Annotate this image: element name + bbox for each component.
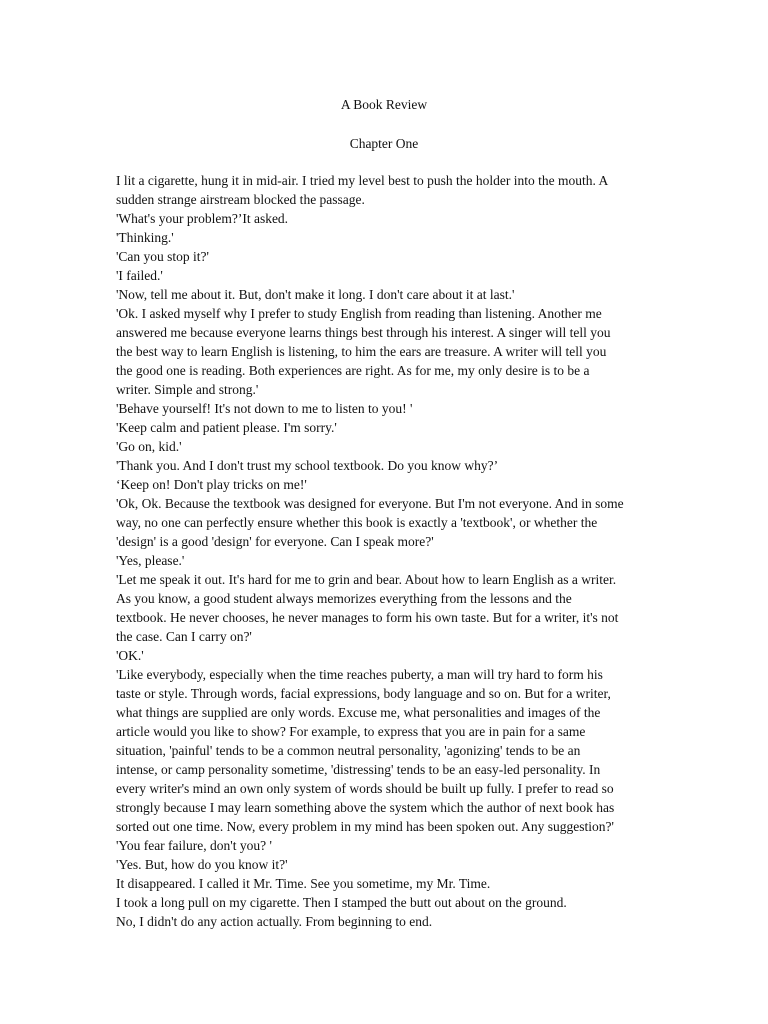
text-line: 'Behave yourself! It's not down to me to listen to you! ' xyxy=(116,401,413,416)
text-line: intense, or camp personality sometime, 'distressing' tends to be an easy-led personality. In xyxy=(116,762,601,777)
text-line: 'Let me speak it out. It's hard for me to grin and bear. About how to learn English as a writer. xyxy=(116,572,617,587)
text-line: 'You fear failure, don't you? ' xyxy=(116,838,272,853)
text-line: 'What's your problem?’It asked. xyxy=(116,211,289,226)
text-line: the good one is reading. Both experiences are right. As for me, my only desire is to be a xyxy=(116,363,590,378)
text-line: strongly because I may learn something above the system which the author of next book has xyxy=(116,800,615,815)
text-line: ‘Keep on! Don't play tricks on me!' xyxy=(116,477,307,492)
text-line: It disappeared. I called it Mr. Time. See you sometime, my Mr. Time. xyxy=(116,876,491,891)
document-body xyxy=(116,171,656,931)
text-line: 'Go on, kid.' xyxy=(116,439,182,454)
text-line: 'design' is a good 'design' for everyone. Can I speak more?' xyxy=(116,534,434,549)
text-line: I lit a cigarette, hung it in mid-air. I tried my level best to push the holder into the mouth. A xyxy=(116,173,609,188)
text-line: answered me because everyone learns things best through his interest. A singer will tell you xyxy=(116,325,611,340)
text-line: 'Can you stop it?' xyxy=(116,249,209,264)
text-line: 'Yes. But, how do you know it?' xyxy=(116,857,288,872)
text-line: 'Thinking.' xyxy=(116,230,174,245)
chapter-heading: Chapter One xyxy=(349,136,419,151)
text-line: sorted out one time. Now, every problem in my mind has been spoken out. Any suggestion?' xyxy=(116,819,614,834)
text-line: sudden strange airstream blocked the passage. xyxy=(116,192,365,207)
text-line: 'OK.' xyxy=(116,648,144,663)
text-line: 'I failed.' xyxy=(116,268,163,283)
text-line: 'Thank you. And I don't trust my school textbook. Do you know why?’ xyxy=(116,458,499,473)
text-line: article would you like to show? For example, to express that you are in pain for a same xyxy=(116,724,586,739)
text-line: way, no one can perfectly ensure whether this book is exactly a 'textbook', or whether the xyxy=(116,515,598,530)
text-line: the best way to learn English is listening, to him the ears are treasure. A writer will tell you xyxy=(116,344,607,359)
text-line: 'Like everybody, especially when the time reaches puberty, a man will try hard to form his xyxy=(116,667,603,682)
text-line: No, I didn't do any action actually. From beginning to end. xyxy=(116,914,433,929)
text-line: textbook. He never chooses, he never manages to form his own taste. But for a writer, it's not xyxy=(116,610,619,625)
text-line: I took a long pull on my cigarette. Then I stamped the butt out about on the ground. xyxy=(116,895,567,910)
text-line: the case. Can I carry on?' xyxy=(116,629,252,644)
text-line: 'Ok, Ok. Because the textbook was designed for everyone. But I'm not everyone. And in some xyxy=(116,496,624,511)
text-line: taste or style. Through words, facial expressions, body language and so on. But for a writer, xyxy=(116,686,611,701)
text-line: writer. Simple and strong.' xyxy=(116,382,259,397)
text-line: situation, 'painful' tends to be a common neutral personality, 'agonizing' tends to be an xyxy=(116,743,581,758)
text-line: 'Yes, please.' xyxy=(116,553,185,568)
text-line: 'Now, tell me about it. But, don't make it long. I don't care about it at last.' xyxy=(116,287,515,302)
text-line: what things are supplied are only words. Excuse me, what personalities and images of the xyxy=(116,705,601,720)
text-line: 'Ok. I asked myself why I prefer to study English from reading than listening. Another me xyxy=(116,306,602,321)
text-line: every writer's mind an own only system of words should be built up fully. I prefer to read so xyxy=(116,781,614,796)
document-title: A Book Review xyxy=(340,97,428,112)
text-line: 'Keep calm and patient please. I'm sorry.' xyxy=(116,420,337,435)
text-line: As you know, a good student always memorizes everything from the lessons and the xyxy=(116,591,572,606)
